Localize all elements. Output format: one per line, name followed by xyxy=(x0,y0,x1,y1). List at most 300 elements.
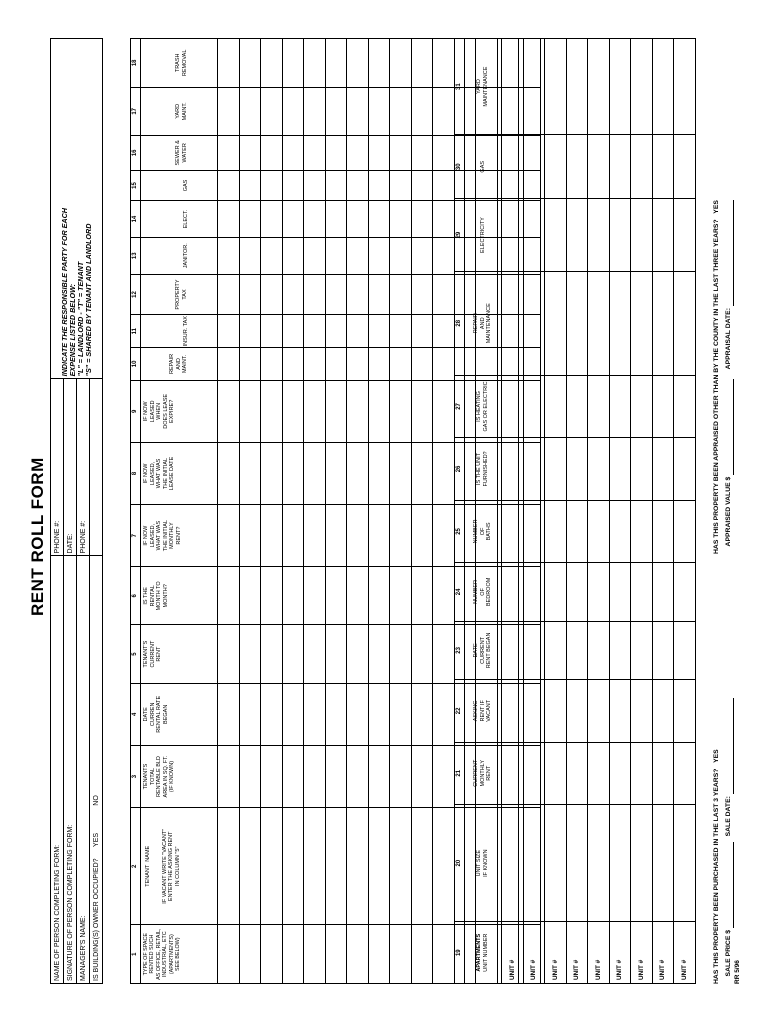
unit-cell-r8-c30[interactable] xyxy=(652,135,674,199)
cell-r5-c3[interactable] xyxy=(304,745,326,807)
unit-cell-r7-c20[interactable] xyxy=(631,804,653,921)
unit-cell-r5-c29[interactable] xyxy=(588,199,610,271)
unit-cell-r8-c20[interactable] xyxy=(652,804,674,921)
cell-r4-c13[interactable] xyxy=(282,237,304,274)
unit-cell-r2-c31[interactable] xyxy=(523,39,545,135)
unit-cell-r7-c31[interactable] xyxy=(631,39,653,135)
cell-r4-c3[interactable] xyxy=(282,745,304,807)
cell-r4-c9[interactable] xyxy=(282,380,304,442)
unit-cell-r1-c20[interactable] xyxy=(502,804,524,921)
cell-r4-c4[interactable] xyxy=(282,683,304,745)
cell-r6-c15[interactable] xyxy=(325,170,347,201)
cell-r8-c7[interactable] xyxy=(368,505,390,567)
cell-r2-c4[interactable] xyxy=(239,683,261,745)
unit-cell-r8-c22[interactable] xyxy=(652,680,674,742)
unit-cell-r1-c28[interactable] xyxy=(502,271,524,375)
cell-r5-c16[interactable] xyxy=(304,135,326,170)
unit-cell-r1-c26[interactable] xyxy=(502,438,524,501)
signature-label[interactable]: SIGNATURE OF PERSON COMPLETING FORM: xyxy=(64,556,77,984)
unit-cell-r8-c29[interactable] xyxy=(652,199,674,271)
cell-r3-c17[interactable] xyxy=(261,87,283,135)
manager-phone-label[interactable]: PHONE #: xyxy=(77,379,90,556)
cell-r10-c3[interactable] xyxy=(411,745,433,807)
cell-r6-c4[interactable] xyxy=(325,683,347,745)
owner-occupied-no[interactable]: NO xyxy=(92,795,100,806)
cell-r4-c15[interactable] xyxy=(282,170,304,201)
cell-r9-c2[interactable] xyxy=(390,808,412,925)
cell-r8-c11[interactable] xyxy=(368,315,390,348)
cell-r4-c8[interactable] xyxy=(282,442,304,504)
unit-cell-r2-c29[interactable] xyxy=(523,199,545,271)
cell-r6-c2[interactable] xyxy=(325,808,347,925)
unit-cell-r8-c24[interactable] xyxy=(652,563,674,622)
unit-cell-r1-c24[interactable] xyxy=(502,563,524,622)
cell-r9-c14[interactable] xyxy=(390,201,412,238)
unit-cell-r2-c22[interactable] xyxy=(523,680,545,742)
cell-r10-c9[interactable] xyxy=(411,380,433,442)
unit-cell-r8-c25[interactable] xyxy=(652,500,674,562)
cell-r3-c16[interactable] xyxy=(261,135,283,170)
cell-r11-c10[interactable] xyxy=(433,348,455,381)
unit-cell-r4-c22[interactable] xyxy=(566,680,588,742)
cell-r10-c6[interactable] xyxy=(411,567,433,625)
cell-r10-c7[interactable] xyxy=(411,505,433,567)
cell-r1-c6[interactable] xyxy=(218,567,240,625)
cell-r7-c12[interactable] xyxy=(347,274,369,315)
cell-r1-c7[interactable] xyxy=(218,505,240,567)
cell-r6-c7[interactable] xyxy=(325,505,347,567)
cell-r11-c8[interactable] xyxy=(433,442,455,504)
cell-r3-c9[interactable] xyxy=(261,380,283,442)
cell-r4-c1[interactable] xyxy=(282,925,304,984)
cell-r1-c4[interactable] xyxy=(218,683,240,745)
unit-cell-r8-c26[interactable] xyxy=(652,438,674,501)
cell-r3-c6[interactable] xyxy=(261,567,283,625)
cell-r2-c3[interactable] xyxy=(239,745,261,807)
unit-cell-r6-c24[interactable] xyxy=(609,563,631,622)
cell-r10-c8[interactable] xyxy=(411,442,433,504)
unit-cell-r7-c29[interactable] xyxy=(631,199,653,271)
cell-r11-c16[interactable] xyxy=(433,135,455,170)
appraised-value-input[interactable] xyxy=(725,379,734,475)
cell-r7-c8[interactable] xyxy=(347,442,369,504)
cell-r1-c13[interactable] xyxy=(218,237,240,274)
cell-r10-c1[interactable] xyxy=(411,925,433,984)
cell-r2-c6[interactable] xyxy=(239,567,261,625)
cell-r10-c12[interactable] xyxy=(411,274,433,315)
cell-r6-c5[interactable] xyxy=(325,625,347,683)
cell-r5-c7[interactable] xyxy=(304,505,326,567)
cell-r3-c15[interactable] xyxy=(261,170,283,201)
unit-cell-r7-c26[interactable] xyxy=(631,438,653,501)
unit-cell-r4-c25[interactable] xyxy=(566,500,588,562)
cell-r1-c10[interactable] xyxy=(218,348,240,381)
unit-cell-r9-c23[interactable] xyxy=(674,621,696,680)
unit-cell-r5-c20[interactable] xyxy=(588,804,610,921)
unit-cell-r7-c22[interactable] xyxy=(631,680,653,742)
unit-cell-r2-c26[interactable] xyxy=(523,438,545,501)
cell-r1-c5[interactable] xyxy=(218,625,240,683)
cell-r7-c3[interactable] xyxy=(347,745,369,807)
unit-cell-r2-c24[interactable] xyxy=(523,563,545,622)
cell-r5-c18[interactable] xyxy=(304,39,326,88)
unit-cell-r4-c31[interactable] xyxy=(566,39,588,135)
unit-cell-r9-c28[interactable] xyxy=(674,271,696,375)
cell-r8-c5[interactable] xyxy=(368,625,390,683)
unit-cell-r4-c29[interactable] xyxy=(566,199,588,271)
cell-r10-c4[interactable] xyxy=(411,683,433,745)
cell-r6-c9[interactable] xyxy=(325,380,347,442)
unit-cell-r9-c26[interactable] xyxy=(674,438,696,501)
unit-cell-r7-c28[interactable] xyxy=(631,271,653,375)
unit-cell-r5-c24[interactable] xyxy=(588,563,610,622)
unit-number-cell[interactable]: UNIT # xyxy=(523,922,545,984)
cell-r6-c11[interactable] xyxy=(325,315,347,348)
unit-cell-r8-c21[interactable] xyxy=(652,742,674,804)
unit-cell-r5-c23[interactable] xyxy=(588,621,610,680)
unit-cell-r7-c23[interactable] xyxy=(631,621,653,680)
unit-cell-r6-c22[interactable] xyxy=(609,680,631,742)
cell-r2-c15[interactable] xyxy=(239,170,261,201)
cell-r9-c4[interactable] xyxy=(390,683,412,745)
unit-number-cell[interactable]: UNIT # xyxy=(652,922,674,984)
cell-r3-c4[interactable] xyxy=(261,683,283,745)
cell-r5-c6[interactable] xyxy=(304,567,326,625)
cell-r2-c16[interactable] xyxy=(239,135,261,170)
cell-r8-c12[interactable] xyxy=(368,274,390,315)
unit-cell-r8-c28[interactable] xyxy=(652,271,674,375)
cell-r2-c10[interactable] xyxy=(239,348,261,381)
unit-cell-r9-c22[interactable] xyxy=(674,680,696,742)
cell-r7-c18[interactable] xyxy=(347,39,369,88)
unit-cell-r5-c28[interactable] xyxy=(588,271,610,375)
cell-r11-c4[interactable] xyxy=(433,683,455,745)
unit-cell-r7-c30[interactable] xyxy=(631,135,653,199)
unit-cell-r3-c23[interactable] xyxy=(545,621,567,680)
cell-r2-c8[interactable] xyxy=(239,442,261,504)
unit-cell-r4-c23[interactable] xyxy=(566,621,588,680)
cell-r4-c17[interactable] xyxy=(282,87,304,135)
cell-r11-c13[interactable] xyxy=(433,237,455,274)
cell-r3-c10[interactable] xyxy=(261,348,283,381)
unit-cell-r9-c20[interactable] xyxy=(674,804,696,921)
cell-r3-c13[interactable] xyxy=(261,237,283,274)
cell-r4-c14[interactable] xyxy=(282,201,304,238)
unit-number-cell[interactable]: UNIT # xyxy=(502,922,524,984)
unit-cell-r6-c28[interactable] xyxy=(609,271,631,375)
unit-cell-r4-c30[interactable] xyxy=(566,135,588,199)
unit-cell-r9-c25[interactable] xyxy=(674,500,696,562)
cell-r8-c4[interactable] xyxy=(368,683,390,745)
cell-r2-c2[interactable] xyxy=(239,808,261,925)
purchased-yes[interactable]: YES xyxy=(713,749,721,763)
cell-r3-c2[interactable] xyxy=(261,808,283,925)
unit-cell-r4-c21[interactable] xyxy=(566,742,588,804)
unit-cell-r2-c25[interactable] xyxy=(523,500,545,562)
unit-cell-r2-c21[interactable] xyxy=(523,742,545,804)
cell-r10-c14[interactable] xyxy=(411,201,433,238)
unit-cell-r1-c29[interactable] xyxy=(502,199,524,271)
cell-r11-c18[interactable] xyxy=(433,39,455,88)
cell-r5-c15[interactable] xyxy=(304,170,326,201)
unit-cell-r3-c31[interactable] xyxy=(545,39,567,135)
sale-date-input[interactable] xyxy=(725,698,734,794)
cell-r2-c14[interactable] xyxy=(239,201,261,238)
unit-cell-r3-c20[interactable] xyxy=(545,804,567,921)
cell-r8-c6[interactable] xyxy=(368,567,390,625)
cell-r11-c7[interactable] xyxy=(433,505,455,567)
unit-cell-r3-c21[interactable] xyxy=(545,742,567,804)
cell-r1-c17[interactable] xyxy=(218,87,240,135)
unit-cell-r6-c23[interactable] xyxy=(609,621,631,680)
cell-r2-c18[interactable] xyxy=(239,39,261,88)
cell-r11-c1[interactable] xyxy=(433,925,455,984)
unit-cell-r7-c25[interactable] xyxy=(631,500,653,562)
cell-r8-c9[interactable] xyxy=(368,380,390,442)
cell-r6-c8[interactable] xyxy=(325,442,347,504)
cell-r5-c13[interactable] xyxy=(304,237,326,274)
cell-r10-c16[interactable] xyxy=(411,135,433,170)
cell-r6-c3[interactable] xyxy=(325,745,347,807)
cell-r3-c12[interactable] xyxy=(261,274,283,315)
cell-r9-c11[interactable] xyxy=(390,315,412,348)
cell-r11-c12[interactable] xyxy=(433,274,455,315)
unit-cell-r8-c23[interactable] xyxy=(652,621,674,680)
unit-cell-r4-c26[interactable] xyxy=(566,438,588,501)
cell-r2-c5[interactable] xyxy=(239,625,261,683)
unit-cell-r5-c21[interactable] xyxy=(588,742,610,804)
cell-r11-c3[interactable] xyxy=(433,745,455,807)
cell-r3-c18[interactable] xyxy=(261,39,283,88)
cell-r8-c10[interactable] xyxy=(368,348,390,381)
cell-r7-c7[interactable] xyxy=(347,505,369,567)
cell-r9-c16[interactable] xyxy=(390,135,412,170)
cell-r7-c2[interactable] xyxy=(347,808,369,925)
cell-r1-c1[interactable] xyxy=(218,925,240,984)
unit-cell-r2-c28[interactable] xyxy=(523,271,545,375)
cell-r9-c7[interactable] xyxy=(390,505,412,567)
cell-r6-c14[interactable] xyxy=(325,201,347,238)
unit-cell-r9-c30[interactable] xyxy=(674,135,696,199)
unit-cell-r8-c31[interactable] xyxy=(652,39,674,135)
unit-cell-r3-c24[interactable] xyxy=(545,563,567,622)
unit-cell-r7-c27[interactable] xyxy=(631,375,653,437)
cell-r7-c17[interactable] xyxy=(347,87,369,135)
cell-r6-c13[interactable] xyxy=(325,237,347,274)
unit-number-cell[interactable]: UNIT # xyxy=(545,922,567,984)
cell-r5-c10[interactable] xyxy=(304,348,326,381)
cell-r9-c15[interactable] xyxy=(390,170,412,201)
unit-cell-r5-c30[interactable] xyxy=(588,135,610,199)
unit-cell-r5-c22[interactable] xyxy=(588,680,610,742)
cell-r8-c17[interactable] xyxy=(368,87,390,135)
cell-r6-c6[interactable] xyxy=(325,567,347,625)
unit-cell-r2-c30[interactable] xyxy=(523,135,545,199)
unit-cell-r2-c20[interactable] xyxy=(523,804,545,921)
cell-r7-c11[interactable] xyxy=(347,315,369,348)
cell-r1-c18[interactable] xyxy=(218,39,240,88)
unit-cell-r4-c28[interactable] xyxy=(566,271,588,375)
cell-r7-c5[interactable] xyxy=(347,625,369,683)
cell-r9-c18[interactable] xyxy=(390,39,412,88)
date-label[interactable]: DATE: xyxy=(64,379,77,556)
unit-cell-r3-c26[interactable] xyxy=(545,438,567,501)
cell-r5-c9[interactable] xyxy=(304,380,326,442)
cell-r3-c5[interactable] xyxy=(261,625,283,683)
cell-r3-c11[interactable] xyxy=(261,315,283,348)
cell-r2-c7[interactable] xyxy=(239,505,261,567)
cell-r8-c2[interactable] xyxy=(368,808,390,925)
cell-r1-c16[interactable] xyxy=(218,135,240,170)
unit-cell-r6-c30[interactable] xyxy=(609,135,631,199)
cell-r1-c11[interactable] xyxy=(218,315,240,348)
unit-cell-r1-c31[interactable] xyxy=(502,39,524,135)
cell-r9-c17[interactable] xyxy=(390,87,412,135)
cell-r7-c16[interactable] xyxy=(347,135,369,170)
unit-cell-r9-c21[interactable] xyxy=(674,742,696,804)
cell-r10-c15[interactable] xyxy=(411,170,433,201)
cell-r9-c8[interactable] xyxy=(390,442,412,504)
unit-cell-r1-c21[interactable] xyxy=(502,742,524,804)
cell-r11-c15[interactable] xyxy=(433,170,455,201)
unit-cell-r7-c21[interactable] xyxy=(631,742,653,804)
cell-r6-c1[interactable] xyxy=(325,925,347,984)
cell-r9-c13[interactable] xyxy=(390,237,412,274)
unit-cell-r5-c25[interactable] xyxy=(588,500,610,562)
cell-r4-c10[interactable] xyxy=(282,348,304,381)
cell-r7-c10[interactable] xyxy=(347,348,369,381)
cell-r5-c5[interactable] xyxy=(304,625,326,683)
cell-r1-c2[interactable] xyxy=(218,808,240,925)
cell-r10-c5[interactable] xyxy=(411,625,433,683)
cell-r10-c2[interactable] xyxy=(411,808,433,925)
cell-r10-c11[interactable] xyxy=(411,315,433,348)
unit-cell-r1-c23[interactable] xyxy=(502,621,524,680)
cell-r9-c6[interactable] xyxy=(390,567,412,625)
cell-r4-c2[interactable] xyxy=(282,808,304,925)
cell-r3-c1[interactable] xyxy=(261,925,283,984)
appraised-yes[interactable]: YES xyxy=(713,200,721,214)
unit-number-cell[interactable]: UNIT # xyxy=(566,922,588,984)
unit-cell-r9-c27[interactable] xyxy=(674,375,696,437)
cell-r10-c10[interactable] xyxy=(411,348,433,381)
unit-cell-r5-c31[interactable] xyxy=(588,39,610,135)
cell-r10-c17[interactable] xyxy=(411,87,433,135)
unit-cell-r3-c28[interactable] xyxy=(545,271,567,375)
cell-r5-c2[interactable] xyxy=(304,808,326,925)
cell-r8-c18[interactable] xyxy=(368,39,390,88)
cell-r6-c18[interactable] xyxy=(325,39,347,88)
cell-r5-c1[interactable] xyxy=(304,925,326,984)
unit-cell-r1-c30[interactable] xyxy=(502,135,524,199)
unit-number-cell[interactable]: UNIT # xyxy=(588,922,610,984)
cell-r1-c14[interactable] xyxy=(218,201,240,238)
unit-number-cell[interactable]: UNIT # xyxy=(674,922,696,984)
unit-cell-r1-c22[interactable] xyxy=(502,680,524,742)
unit-cell-r1-c25[interactable] xyxy=(502,500,524,562)
manager-label[interactable]: MANAGER'S NAME: xyxy=(77,556,90,984)
unit-cell-r4-c27[interactable] xyxy=(566,375,588,437)
cell-r9-c10[interactable] xyxy=(390,348,412,381)
unit-cell-r3-c25[interactable] xyxy=(545,500,567,562)
cell-r7-c14[interactable] xyxy=(347,201,369,238)
cell-r9-c5[interactable] xyxy=(390,625,412,683)
unit-cell-r4-c24[interactable] xyxy=(566,563,588,622)
unit-cell-r3-c30[interactable] xyxy=(545,135,567,199)
cell-r5-c17[interactable] xyxy=(304,87,326,135)
cell-r4-c7[interactable] xyxy=(282,505,304,567)
unit-cell-r4-c20[interactable] xyxy=(566,804,588,921)
unit-cell-r2-c23[interactable] xyxy=(523,621,545,680)
cell-r11-c6[interactable] xyxy=(433,567,455,625)
sale-price-input[interactable] xyxy=(725,842,734,928)
cell-r1-c3[interactable] xyxy=(218,745,240,807)
cell-r3-c7[interactable] xyxy=(261,505,283,567)
cell-r2-c1[interactable] xyxy=(239,925,261,984)
cell-r11-c14[interactable] xyxy=(433,201,455,238)
cell-r8-c15[interactable] xyxy=(368,170,390,201)
cell-r7-c15[interactable] xyxy=(347,170,369,201)
cell-r7-c6[interactable] xyxy=(347,567,369,625)
cell-r7-c1[interactable] xyxy=(347,925,369,984)
unit-cell-r6-c25[interactable] xyxy=(609,500,631,562)
cell-r6-c16[interactable] xyxy=(325,135,347,170)
unit-cell-r7-c24[interactable] xyxy=(631,563,653,622)
cell-r3-c8[interactable] xyxy=(261,442,283,504)
unit-cell-r6-c21[interactable] xyxy=(609,742,631,804)
cell-r2-c17[interactable] xyxy=(239,87,261,135)
unit-cell-r6-c31[interactable] xyxy=(609,39,631,135)
cell-r6-c17[interactable] xyxy=(325,87,347,135)
cell-r2-c13[interactable] xyxy=(239,237,261,274)
cell-r11-c5[interactable] xyxy=(433,625,455,683)
cell-r8-c13[interactable] xyxy=(368,237,390,274)
cell-r9-c12[interactable] xyxy=(390,274,412,315)
cell-r11-c2[interactable] xyxy=(433,808,455,925)
unit-cell-r3-c29[interactable] xyxy=(545,199,567,271)
cell-r4-c18[interactable] xyxy=(282,39,304,88)
cell-r4-c5[interactable] xyxy=(282,625,304,683)
unit-cell-r6-c20[interactable] xyxy=(609,804,631,921)
cell-r8-c16[interactable] xyxy=(368,135,390,170)
unit-number-cell[interactable]: UNIT # xyxy=(609,922,631,984)
owner-occupied-yes[interactable]: YES xyxy=(92,832,100,847)
cell-r8-c1[interactable] xyxy=(368,925,390,984)
cell-r11-c17[interactable] xyxy=(433,87,455,135)
unit-cell-r8-c27[interactable] xyxy=(652,375,674,437)
cell-r7-c4[interactable] xyxy=(347,683,369,745)
unit-cell-r2-c27[interactable] xyxy=(523,375,545,437)
cell-r11-c9[interactable] xyxy=(433,380,455,442)
cell-r8-c3[interactable] xyxy=(368,745,390,807)
cell-r6-c12[interactable] xyxy=(325,274,347,315)
cell-r5-c8[interactable] xyxy=(304,442,326,504)
cell-r9-c9[interactable] xyxy=(390,380,412,442)
phone-label[interactable]: PHONE #: xyxy=(51,379,64,556)
cell-r10-c18[interactable] xyxy=(411,39,433,88)
cell-r3-c14[interactable] xyxy=(261,201,283,238)
appraisal-date-input[interactable] xyxy=(725,200,734,306)
unit-cell-r9-c24[interactable] xyxy=(674,563,696,622)
cell-r5-c14[interactable] xyxy=(304,201,326,238)
cell-r5-c4[interactable] xyxy=(304,683,326,745)
unit-cell-r5-c27[interactable] xyxy=(588,375,610,437)
cell-r2-c9[interactable] xyxy=(239,380,261,442)
cell-r5-c11[interactable] xyxy=(304,315,326,348)
cell-r4-c12[interactable] xyxy=(282,274,304,315)
cell-r7-c9[interactable] xyxy=(347,380,369,442)
cell-r9-c1[interactable] xyxy=(390,925,412,984)
